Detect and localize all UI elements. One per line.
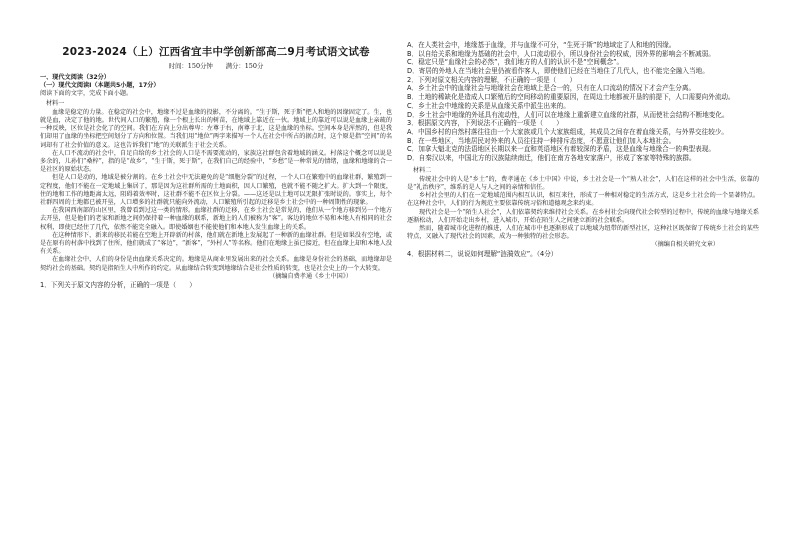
- q2-option-d: D．乡土社会中地缘的外延具有流动性，人们可以在地缘上重新建立血缘的社群，从而使社会结构不断地变化。: [407, 110, 729, 119]
- q1-option-d: D．寄居的外地人在当地社会里仍被看作客人，即使他们已经在当地住了几代人，也不能完全融入当地。: [407, 67, 709, 76]
- instruction: 阅读下面的文字，完成下面小题。: [40, 90, 133, 98]
- paragraph: 在这种情形下，新来的移民若能在空地上开辟新的村落，他们就在新地上发展起了一种新的血缘社群。但是如果没有空地，或是在原有的村落中找到了住所，他们就成了“客边”，“新客”，“外村人”等名称。他们在地缘上虽已接近，但在血缘上却和本地人没有关系。: [40, 231, 392, 256]
- source-citation: （摘编自费孝通《乡土中国》）: [269, 272, 352, 280]
- q1-option-c: C．稳定只是“血缘社会的必然”，我们地方的人们的认识不是“空间概念”。: [407, 58, 624, 67]
- q2-option-c: C．乡土社会中地缘的关系是从血缘关系中派生出来的。: [407, 101, 570, 110]
- q3-option-c: C．加拿大魁北克的法语地区长期以来一直和英语地区有着较深的矛盾，这是血缘与地缘合一的典型表现。: [407, 145, 715, 154]
- source-citation-2: （摘编自相关研究文章）: [651, 241, 719, 249]
- q2-option-a: A．乡土社会中的血缘社会与地缘社会在地域上是合一的，只有在人口流动的情况下才会产生分离。: [407, 84, 696, 93]
- q1-option-b: B．以自给关系和地缘为基础的社会中，人口流动很小，所以身份社会的权威，因外界的影响会不断减弱。: [407, 49, 715, 58]
- paragraph: 在我国西南部的山区里，我曾看到过这一类的情形。血缘社群的迁移，在乡土社会是常见的，他们从一个地方移到另一个地方去开垦，但是他们的老家和新地之间仍保持着一种血缘的联系，新地上的人们被称为“客”。客边的地位不易和本地人有相同的社会权利，即使已经住了几代，依然不能完全融入。即使婚姻也不能使他们和本地人发生血缘上的关系。: [40, 207, 392, 231]
- q2-option-b: B．土地的稀缺化是造成人口繁殖后的空间移动的重要原因，在周边土地都被开垦的前提下，人口需要向外流动。: [407, 93, 735, 102]
- question-4: 4．根据材料二，说说如何理解“涟漪效应”。（4分）: [407, 249, 558, 258]
- paragraph: 乡村社会里的人们在一定地域范围内相互认识，相互来往，形成了一种相对稳定的生活方式，这是乡土社会的一个显著特点。在这种社会中，人们的行为规范主要依靠传统习俗和道德观念来约束。: [407, 192, 759, 208]
- question-1: 1．下列关于原文内容的分析，正确的一项是（ ）: [40, 281, 196, 290]
- paragraph: 血缘是稳定的力量。在稳定的社会中，地缘不过是血缘的投影，不分离的。“生于斯，死于斯”把人和地的因缘固定了。生，也就是血，决定了他的地。世代间人口的繁殖，像一个根上长出的树苗，在地域上靠近在一伙。地域上的靠近可以说是血缘上亲疏的一种反映，区位是社会化了的空间。我们在方向上分出尊卑：左尊于右，南尊于北，这是血缘的坐标。空间本身是浑然的，但是我们却用了血缘的坐标把空间划分了方向和位置。当我们用“地位”两字来描写一个人在社会中所占的据点时，这个原是指“空间”的名词却有了社会价值的意义。这也告诉我们“地”的关联派生于社会关系。: [40, 108, 392, 149]
- exam-meta: 时间：150分钟 满分：150分: [168, 62, 264, 70]
- paragraph: 传统社会中的人是“乡土”的，费孝通在《乡土中国》中说，乡土社会是一个“熟人社会”，人们在这样的社会中生活，依靠的是“礼治秩序”，维系的是人与人之间的亲情和信任。: [407, 175, 759, 192]
- exam-title: 2023-2024（上）江西省宜丰中学创新部高二9月考试语文试卷: [62, 46, 370, 58]
- q3-option-a: A．中国乡村的自然村落往往由一个大家族或几个大家族组成，其成员之间存在着血缘关系，与外界交往较少。: [407, 127, 729, 136]
- q3-option-d: D．自秦汉以来，中国北方的汉族陆续南迁，他们在南方各地安家落户，形成了客家等特殊的族群。: [407, 153, 696, 162]
- q3-option-b: B．在一些地区，当地居民对外来的人员往往持一种排斥态度，不愿意让他们加入本地社会。: [407, 136, 676, 145]
- q1-option-a: A．在人类社会中，地缘基于血缘，并与血缘不可分，“生死于斯”的地域定了人和地的因缘。: [407, 41, 676, 49]
- paragraph: 然而，随着城市化进程的推进，人们在城市中也逐渐形成了以地域为纽带的新型社区，这种社区既保留了传统乡土社会的某些特点，又融入了现代社会的因素，成为一种独特的社会形态。: [407, 225, 759, 241]
- left-column: [40, 74, 392, 290]
- material2-label: 材料二: [413, 166, 432, 174]
- question-2: 2．下列对原文相关内容的理解，不正确的一项是（ ）: [407, 75, 577, 84]
- material-label: 材料一: [46, 99, 65, 107]
- paragraph: 在人口不流动的社会中，自足自给的乡土社会的人口是不需要流动的，家族这社群包含着地域的涵义。村落这个概念可以说是多余的，儿孙们“桑梓”，指的是“故乡”，“生于斯，死于斯”，在我们自己的经验中，“乡愁”是一种常见的情绪，血缘和地缘的合一是社区的原始状态。: [40, 149, 392, 174]
- subsection-heading: （一）现代文阅读Ⅰ（本题共5小题，17分）: [40, 82, 160, 90]
- paragraph: 现代社会是一个“陌生人社会”，人们依靠契约来维持社会关系。在乡村社会向现代社会转型的过程中，传统的血缘与地缘关系逐渐松动，人们开始走出乡村，进入城市，开始在陌生人之间建立新的社会联系。: [407, 208, 759, 224]
- paragraph: 但是人口是动的，地域是被分割的。在乡土社会中无法避免的是“细胞分裂”的过程，一个人口在繁殖中的血缘社群，繁殖到一定程度，他们不能在一定地域上集居了，那是因为这社群所需的土地面积，因人口繁殖，也就不能不随之扩大。扩大到一个限度，住的地和工作的地距离太远，阻碍着效率时，这社群不能不在区位上分裂。——这还是以土地可以无限扩张时说的。事实上，每个社群四周的土地都已被开垦，人口增多的社群就只能向外流动，人口繁殖所引起的迁移是乡土社会中的一种周期性的现象。: [40, 174, 392, 207]
- section-heading: 一、现代文阅读（32分）: [40, 74, 110, 81]
- right-column: [407, 41, 759, 258]
- paragraph: 在血缘社会中，人们的身份是由血缘关系决定的。地缘是从商业里发展出来的社会关系。血缘是身份社会的基础，而地缘却是契约社会的基础。契约是指陌生人中所作的约定。从血缘结合转变到地缘结合是社会性质的转变，也是社会史上的一个大转变。: [40, 256, 392, 272]
- question-3: 3．根据原文内容，下列说法不正确的一项是（ ）: [407, 119, 563, 128]
